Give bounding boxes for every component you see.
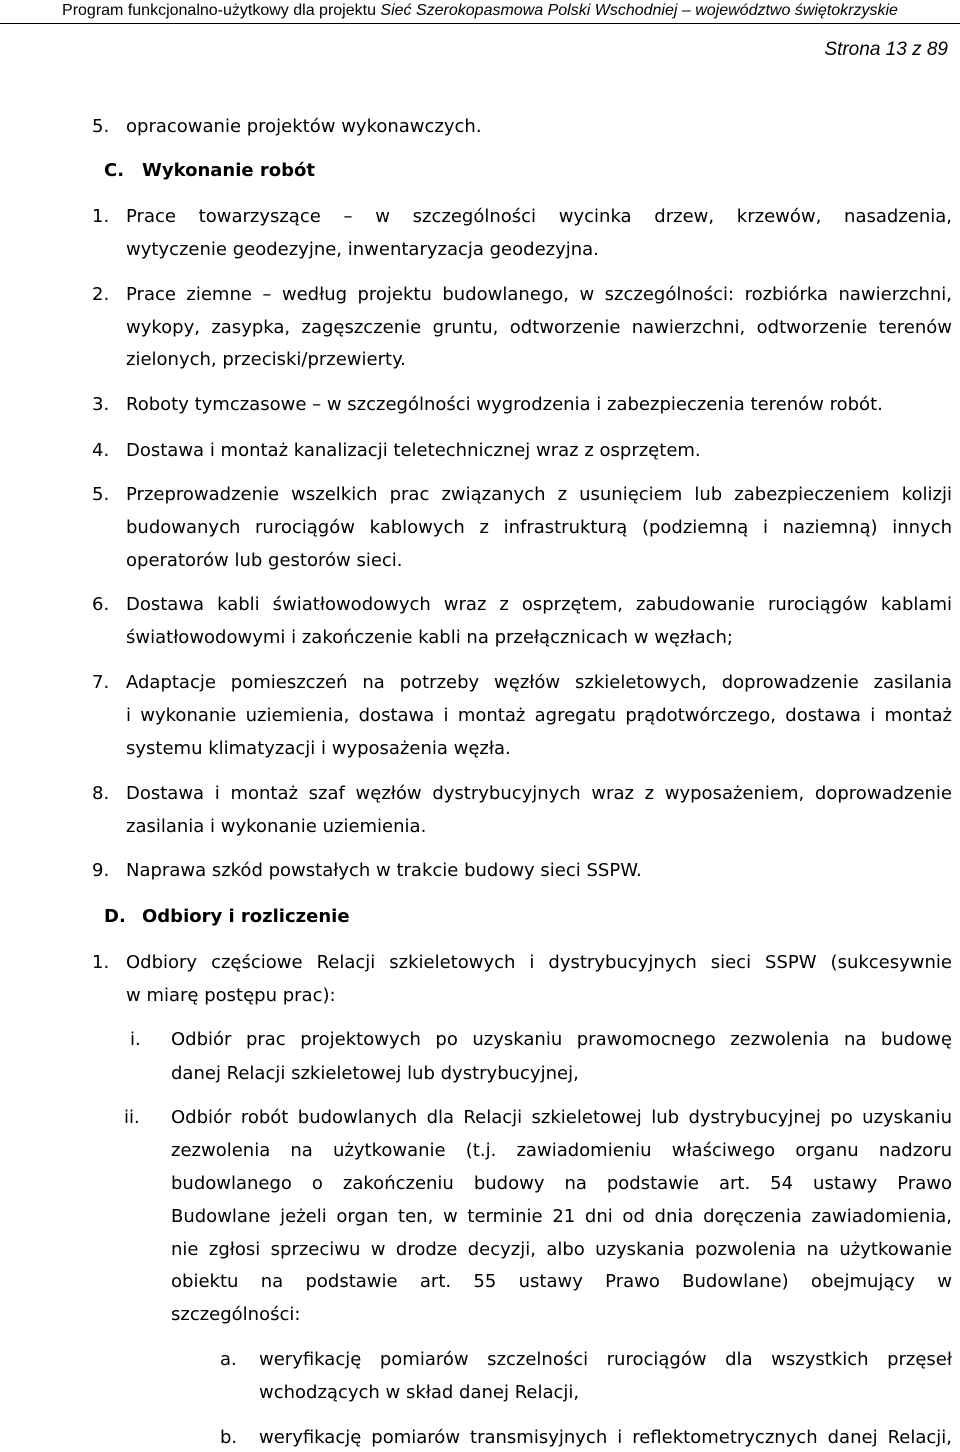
subsubitem-text: wchodzących w skład danej Relacji,	[259, 1382, 580, 1403]
subsubitem-letter: b.	[220, 1427, 238, 1448]
item-text: Przeprowadzenie wszelkich prac związanych z usunięciem lub zabezpieczeniem kolizji	[126, 484, 952, 505]
item-number: 9.	[92, 860, 110, 881]
section-title: Wykonanie robót	[142, 160, 315, 181]
item-text: Roboty tymczasowe – w szczególności wygrodzenia i zabezpieczenia terenów robót.	[126, 394, 883, 415]
item-text: wytyczenie geodezyjne, inwentaryzacja geodezyjna.	[126, 239, 599, 260]
subitem-text: zezwolenia na użytkowanie (t.j. zawiadomieniu właściwego organu nadzoru	[171, 1140, 952, 1161]
subitem-number: ii.	[124, 1107, 140, 1128]
item-text: Odbiory częściowe Relacji szkieletowych i dystrybucyjnych sieci SSPW (sukcesywnie	[126, 952, 952, 973]
subsubitem-text: weryfikację pomiarów szczelności rurociągów dla wszystkich przęseł	[259, 1349, 952, 1370]
section-letter: C.	[104, 160, 125, 181]
item-number: 5.	[92, 484, 110, 505]
item-number: 4.	[92, 440, 110, 461]
item-text: Naprawa szkód powstałych w trakcie budowy sieci SSPW.	[126, 860, 642, 881]
item-text: zielonych, przeciski/przewierty.	[126, 349, 406, 370]
item-text: Dostawa i montaż szaf węzłów dystrybucyjnych wraz z wyposażeniem, doprowadzenie	[126, 783, 952, 804]
subsubitem-text: weryfikację pomiarów transmisyjnych i reflektometrycznych danej Relacji,	[259, 1427, 952, 1448]
item-text: Adaptacje pomieszczeń na potrzeby węzłów szkieletowych, doprowadzenie zasilania	[126, 672, 952, 693]
item-text: opracowanie projektów wykonawczych.	[126, 116, 482, 137]
item-text: Prace ziemne – według projektu budowlanego, w szczególności: rozbiórka nawierzchni,	[126, 284, 952, 305]
subitem-number: i.	[130, 1029, 141, 1050]
item-text: Dostawa kabli światłowodowych wraz z osprzętem, zabudowanie rurociągów kablami	[126, 594, 952, 615]
item-number: 8.	[92, 783, 110, 804]
header-project: Sieć Szerokopasmowa Polski Wschodniej – województwo świętokrzyskie	[380, 2, 898, 19]
header-prefix: Program funkcjonalno-użytkowy dla projektu	[62, 2, 381, 19]
item-text: Prace towarzyszące – w szczególności wycinka drzew, krzewów, nasadzenia,	[126, 206, 952, 227]
subitem-text: obiektu na podstawie art. 55 ustawy Prawo Budowlane) obejmujący w	[171, 1271, 952, 1292]
item-text: światłowodowymi i zakończenie kabli na przełącznicach w węzłach;	[126, 627, 733, 648]
subitem-text: danej Relacji szkieletowej lub dystrybucyjnej,	[171, 1063, 579, 1084]
item-number: 7.	[92, 672, 110, 693]
item-number: 5.	[92, 116, 110, 137]
item-number: 1.	[92, 952, 110, 973]
item-text: wykopy, zasypka, zagęszczenie gruntu, odtworzenie nawierzchni, odtworzenie terenów	[126, 317, 952, 338]
subsubitem-letter: a.	[220, 1349, 237, 1370]
subitem-text: budowlanego o zakończeniu budowy na podstawie art. 54 ustawy Prawo	[171, 1173, 952, 1194]
subitem-text: nie zgłosi sprzeciwu w drodze decyzji, albo uzyskania pozwolenia na użytkowanie	[171, 1239, 952, 1260]
subitem-text: Odbiór prac projektowych po uzyskaniu prawomocnego zezwolenia na budowę	[171, 1029, 952, 1050]
subitem-text: Odbiór robót budowlanych dla Relacji szkieletowej lub dystrybucyjnej po uzyskaniu	[171, 1107, 952, 1128]
item-text: i wykonanie uziemienia, dostawa i montaż agregatu prądotwórczego, dostawa i montaż	[126, 705, 952, 726]
item-text: Dostawa i montaż kanalizacji teletechnicznej wraz z osprzętem.	[126, 440, 701, 461]
item-text: operatorów lub gestorów sieci.	[126, 550, 403, 571]
item-number: 1.	[92, 206, 110, 227]
item-number: 3.	[92, 394, 110, 415]
section-letter: D.	[104, 906, 126, 927]
item-text: w miarę postępu prac):	[126, 985, 336, 1006]
section-title: Odbiory i rozliczenie	[142, 906, 350, 927]
subitem-text: Budowlane jeżeli organ ten, w terminie 21 dni od dnia doręczenia zawiadomienia,	[171, 1206, 952, 1227]
item-text: systemu klimatyzacji i wyposażenia węzła.	[126, 738, 511, 759]
item-text: zasilania i wykonanie uziemienia.	[126, 816, 427, 837]
page-header	[0, 0, 960, 24]
page-number: Strona 13 z 89	[824, 39, 948, 60]
item-text: budowanych rurociągów kablowych z infrastrukturą (podziemną i naziemną) innych	[126, 517, 952, 538]
item-number: 2.	[92, 284, 110, 305]
item-number: 6.	[92, 594, 110, 615]
subitem-text: szczególności:	[171, 1304, 301, 1325]
